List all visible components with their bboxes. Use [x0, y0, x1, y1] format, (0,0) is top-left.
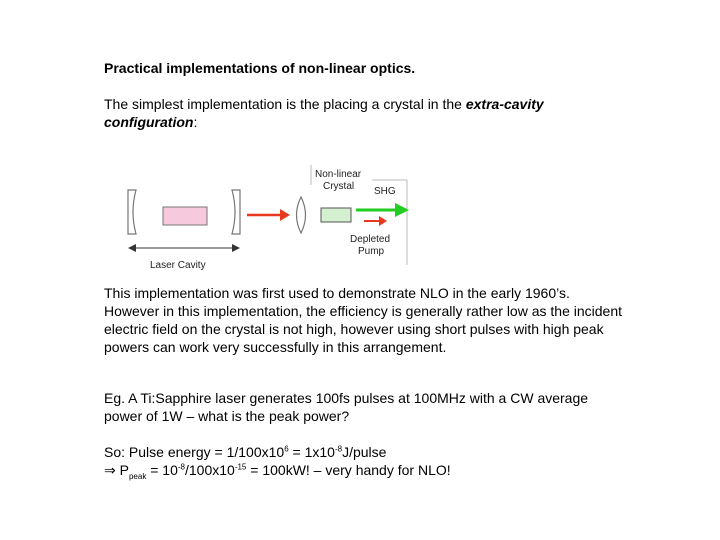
nonlinear-crystal [321, 208, 351, 222]
paragraph-history: This implementation was first used to demonstrate NLO in the early 1960’s. However in this implementation, the efficiency is generally rather low as the incident electric field on the crystal is not high, however using short pulses with high peak powers can work very successfully in this arrangement. [104, 285, 622, 355]
cavity-label: Laser Cavity [150, 260, 206, 271]
page-title: Practical implementations of non-linear optics. [104, 60, 416, 76]
gain-medium [163, 207, 207, 225]
lens [297, 197, 306, 233]
extra-cavity-diagram [120, 160, 420, 275]
cavity-arrow-left-head [128, 244, 136, 252]
depleted-pump-arrow-head [379, 216, 387, 226]
calculation-peak-power: ⇒ $P_{peak} = 10^{-8}/100x10^{-15} = 100kW$! – very handy for NLO! [104, 462, 451, 481]
calculation-pulse-energy: So: Pulse energy = $1/100x10^6$ = $1x10^{-8}J$/pulse [104, 444, 387, 460]
cavity-arrow-right-head [232, 244, 240, 252]
depleted-label-line2: Pump [358, 246, 385, 257]
depleted-label-line1: Depleted [350, 234, 391, 245]
left-mirror [128, 190, 136, 234]
shg-label: SHG [374, 186, 396, 197]
crystal-label-line2: Crystal [323, 181, 355, 192]
crystal-label-line1: Non-linear [315, 169, 362, 180]
paragraph-example: Eg. A Ti:Sapphire laser generates 100fs pulses at 100MHz with a CW average power of 1W – what is the peak power? [104, 390, 589, 424]
pump-arrow-head [280, 209, 290, 221]
right-mirror [232, 190, 240, 234]
emphasis-text: extra-cavity configuration [104, 96, 544, 130]
intro-text: The simplest implementation is the placing a crystal in the extra-cavity configuration: [104, 96, 544, 130]
